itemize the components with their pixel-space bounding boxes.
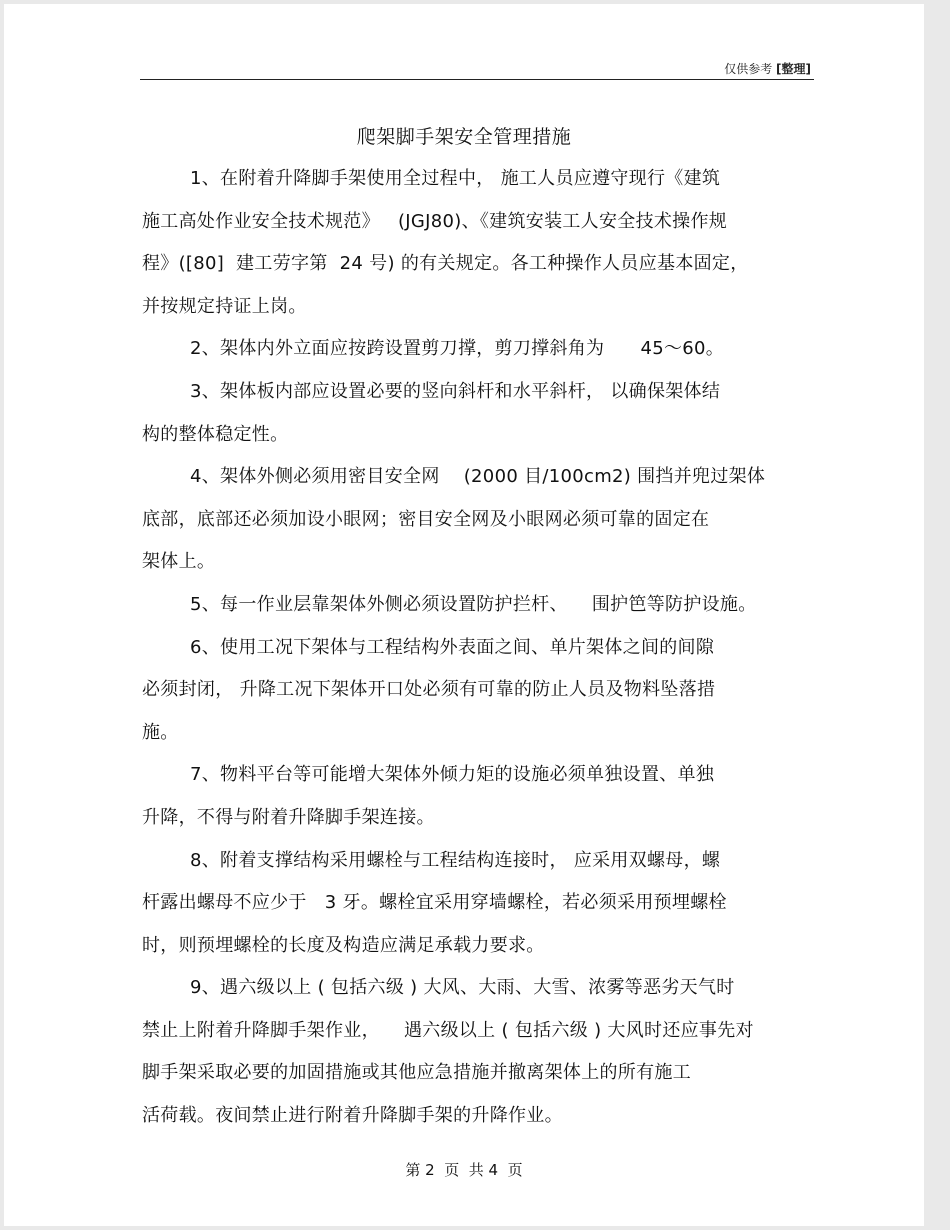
paragraph-line: 底部，底部还必须加设小眼网；密目安全网及小眼网必须可靠的固定在 <box>142 508 710 530</box>
paragraph-line: 时，则预埋螺栓的长度及构造应满足承载力要求。 <box>142 934 545 956</box>
paragraph-line: 4、架体外侧必须用密目安全网 (2000 目/100cm2) 围挡并兜过架体 <box>190 466 766 488</box>
document-page <box>4 4 924 1226</box>
paragraph-line: 必须封闭， 升降工况下架体开口处必须有可靠的防止人员及物料坠落措 <box>142 679 716 701</box>
paragraph-line: 9、遇六级以上 ( 包括六级 ) 大风、大雨、大雪、浓雾等恶劣天气时 <box>190 977 735 999</box>
paragraph-line: 5、每一作业层靠架体外侧必须设置防护拦杆、 围护笆等防护设施。 <box>190 593 757 615</box>
paragraph-line: 8、附着支撑结构采用螺栓与工程结构连接时， 应采用双螺母，螺 <box>190 849 721 871</box>
paragraph-line: 活荷载。夜间禁止进行附着升降脚手架的升降作业。 <box>142 1105 563 1127</box>
header-rule <box>140 79 814 80</box>
paragraph-line: 并按规定持证上岗。 <box>142 295 307 317</box>
paragraph-line: 升降，不得与附着升降脚手架连接。 <box>142 806 435 828</box>
paragraph-line: 1、在附着升降脚手架使用全过程中， 施工人员应遵守现行《建筑 <box>190 168 721 189</box>
paragraph-line: 架体上。 <box>142 551 216 573</box>
document-body <box>142 158 822 1138</box>
paragraph-line: 程》([80] 建工劳字第 24 号) 的有关规定。各工种操作人员应基本固定， <box>142 253 749 275</box>
page-footer: 第 2 页 共 4 页 <box>405 1161 523 1179</box>
paragraph-line: 6、使用工况下架体与工程结构外表面之间、单片架体之间的间隙 <box>190 636 715 658</box>
document-title: 爬架脚手架安全管理措施 <box>356 126 572 148</box>
header-note <box>724 60 811 77</box>
paragraph-line: 施工高处作业安全技术规范》 (JGJ80)、《建筑安装工人安全技术操作规 <box>142 210 728 232</box>
paragraph-line: 构的整体稳定性。 <box>142 423 289 445</box>
paragraph-line: 禁止上附着升降脚手架作业， 遇六级以上 ( 包括六级 ) 大风时还应事先对 <box>142 1019 754 1041</box>
header-note-tag: [整理] <box>776 62 811 76</box>
paragraph-line: 7、物料平台等可能增大架体外倾力矩的设施必须单独设置、单独 <box>190 764 715 786</box>
paragraph-line: 杆露出螺母不应少于 3 牙。螺栓宜采用穿墙螺栓，若必须采用预埋螺栓 <box>142 892 727 914</box>
paragraph-line: 3、架体板内部应设置必要的竖向斜杆和水平斜杆， 以确保架体结 <box>190 380 721 402</box>
header-note-prefix: 仅供参考 <box>724 62 777 76</box>
paragraph-line: 2、架体内外立面应按跨设置剪刀撑，剪刀撑斜角为 45～60。 <box>190 338 725 360</box>
paragraph-line: 施。 <box>142 721 179 743</box>
paragraph-line: 脚手架采取必要的加固措施或其他应急措施并撤离架体上的所有施工 <box>142 1062 691 1084</box>
